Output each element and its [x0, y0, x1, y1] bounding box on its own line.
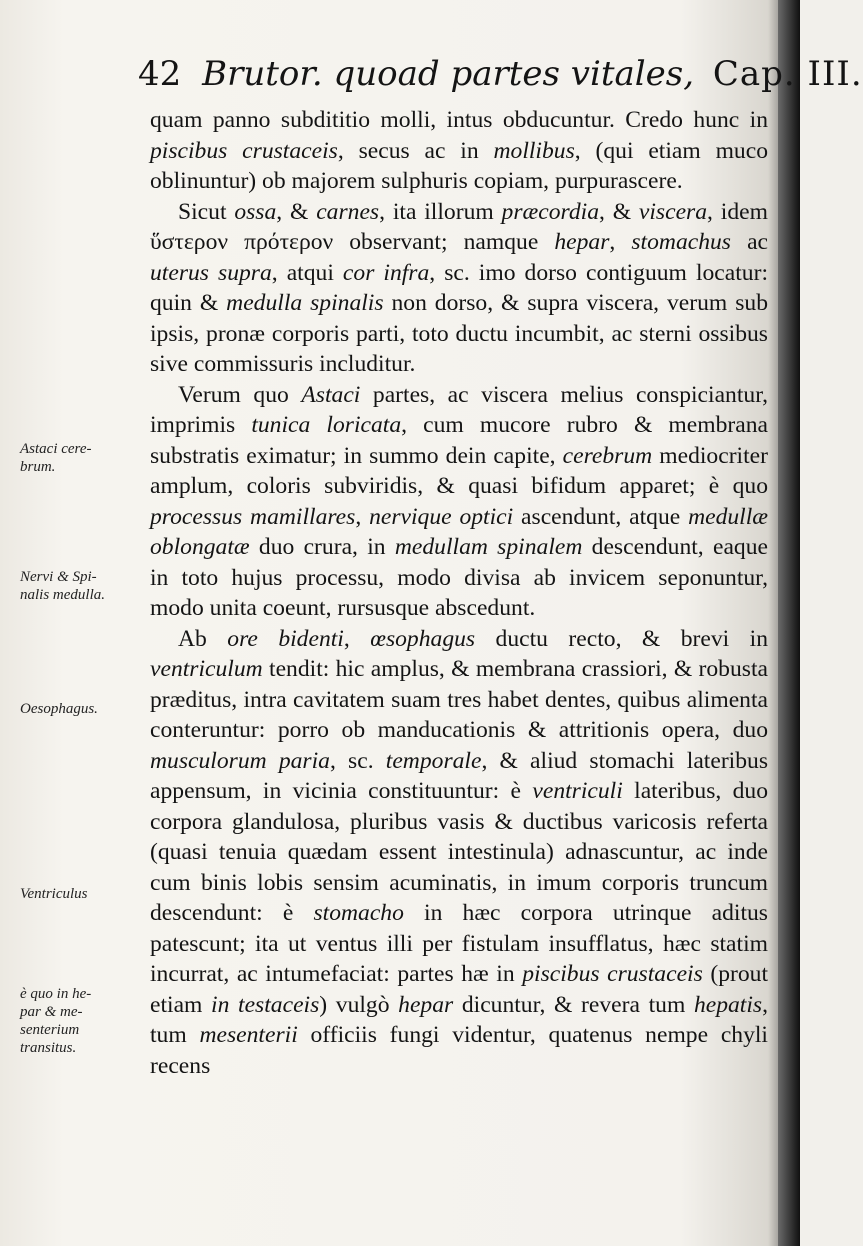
book-spine-shadow — [778, 0, 800, 1246]
italic-term: nervique optici — [369, 503, 514, 530]
text-run: , (qui etiam muco oblinuntur) ob majorem sulphuris copiam, purpurascere. — [150, 137, 768, 194]
paragraph — [150, 380, 768, 624]
page-number: 42 — [138, 54, 182, 94]
text-run: , atqui — [271, 259, 343, 286]
text-run: , — [343, 625, 371, 652]
body-text — [150, 105, 768, 1081]
text-run: , & — [276, 198, 317, 225]
italic-term: medullam spinalem — [394, 534, 583, 560]
text-run: ) vulgò — [319, 991, 399, 1018]
margin-note-nervi-spinalis: Nervi & Spi- nalis medulla. — [20, 569, 105, 603]
italic-term: ventriculum — [150, 656, 263, 682]
italic-term: præcordia — [501, 198, 599, 225]
text-run: , — [355, 503, 370, 530]
margin-note-astaci-cerebrum: Astaci cere- brum. — [20, 441, 92, 475]
text-run: ductu recto, & brevi in — [475, 625, 769, 652]
text-run: descendunt, eaque in toto hujus processu, modo divisa ab invicem seponuntur, modo unita coeunt, rursusque abscedunt. — [150, 534, 768, 621]
italic-term: mesenterii — [199, 1022, 298, 1048]
text-run: non dorso, & supra viscera, verum sub ipsis, pronæ corporis parti, toto ductu incumbit, ac sterni ossibus sive commissuris includitur. — [150, 290, 768, 377]
text-run: , cum mucore rubro & membrana substratis eximatur; in summo dein capite, — [150, 412, 768, 469]
paragraph — [150, 197, 768, 380]
text-run: officiis fungi videntur, quatenus nempe chyli recens — [150, 1022, 768, 1079]
text-run: , sc. — [329, 747, 386, 774]
text-run: , & aliud stomachi lateribus appensum, in vicinia constituuntur: è — [150, 747, 769, 804]
running-title: Brutor. quoad partes vitales, — [202, 54, 695, 94]
margin-note-hepar-transitus: è quo in he- par & me- senterium transitus. — [20, 986, 92, 1056]
text-run: mediocriter amplum, coloris subviridis, & quasi bifidum apparet; è quo — [150, 442, 768, 499]
italic-term: uterus supra — [150, 259, 272, 286]
italic-term: stomachus — [631, 229, 731, 255]
text-run: Sicut — [178, 198, 235, 225]
paragraph — [150, 105, 768, 197]
italic-term: cor infra — [342, 259, 430, 286]
text-run: , sc. imo dorso contiguum locatur: quin & — [150, 259, 769, 316]
italic-term: hepar — [398, 991, 454, 1018]
text-run: , & — [599, 198, 639, 225]
running-header — [138, 46, 863, 102]
italic-term: piscibus crustaceis — [522, 961, 703, 987]
text-run: ac — [731, 229, 769, 255]
text-run: , secus ac in — [337, 137, 494, 164]
italic-term: piscibus crustaceis — [150, 137, 338, 164]
text-run: , ita illorum — [379, 198, 502, 225]
italic-term: viscera — [638, 198, 708, 225]
italic-term: mollibus — [493, 137, 575, 164]
text-run: (prout etiam — [150, 961, 768, 1018]
margin-note-ventriculus: Ventriculus — [20, 886, 88, 902]
chapter-label: Cap. III. — [712, 54, 863, 94]
paragraph — [150, 624, 768, 1082]
text-run: ascendunt, atque — [513, 503, 689, 530]
italic-term: hepatis — [693, 991, 763, 1018]
italic-term: in testaceis — [211, 991, 320, 1018]
italic-term: ore bidenti — [227, 625, 344, 652]
italic-term: temporale — [385, 747, 482, 774]
text-run: quam panno subdititio molli, intus obducuntur. Credo hunc in — [150, 107, 768, 133]
italic-term: carnes — [316, 198, 380, 225]
text-run: , tum — [150, 991, 768, 1048]
italic-term: ossa — [234, 198, 277, 225]
italic-term: cerebrum — [562, 442, 653, 469]
text-run: lateribus, duo corpora glandulosa, pluribus vasis & ductibus varicosis referta (quasi tenuia quædam essent intestinula) adnascuntur, ac inde cum binis lobis sensim acuminatis, in imum corporis truncum descendunt: è — [150, 778, 769, 926]
text-run: tendit: hic amplus, & membrana crassiori, & robusta præditus, intra cavitatem suam tres habet dentes, quibus alimenta conteruntur: porro ob manducationis & attritionis opera, duo — [150, 656, 768, 743]
italic-term: œsophagus — [370, 625, 476, 652]
italic-term: Astaci — [301, 381, 361, 408]
margin-note-oesophagus: Oesophagus. — [20, 701, 98, 717]
italic-term: tunica loricata — [251, 412, 402, 438]
italic-term: processus mamillares — [150, 503, 356, 530]
italic-term: musculorum paria — [150, 747, 330, 774]
text-run: duo crura, in — [249, 534, 395, 560]
italic-term: ventriculi — [532, 778, 623, 804]
italic-term: stomacho — [313, 900, 404, 926]
text-run: , idem ὕστερον πρότερον observant; namque — [150, 198, 768, 255]
text-run: Ab — [178, 625, 228, 652]
italic-term: medullæ oblongatæ — [150, 503, 769, 560]
text-run: in hæc corpora utrinque aditus patescunt; ita ut ventus illi per fistulam insufflatus, hæc statim incurrat, ac intumefaciat: partes hæ in — [150, 900, 768, 987]
text-run: , — [609, 229, 632, 255]
italic-term: hepar — [554, 229, 610, 255]
text-run: dicuntur, & revera tum — [453, 991, 694, 1018]
text-run: Verum quo — [178, 381, 302, 408]
italic-term: medulla spinalis — [226, 290, 384, 316]
text-run: partes, ac viscera melius conspiciantur, imprimis — [150, 381, 768, 438]
